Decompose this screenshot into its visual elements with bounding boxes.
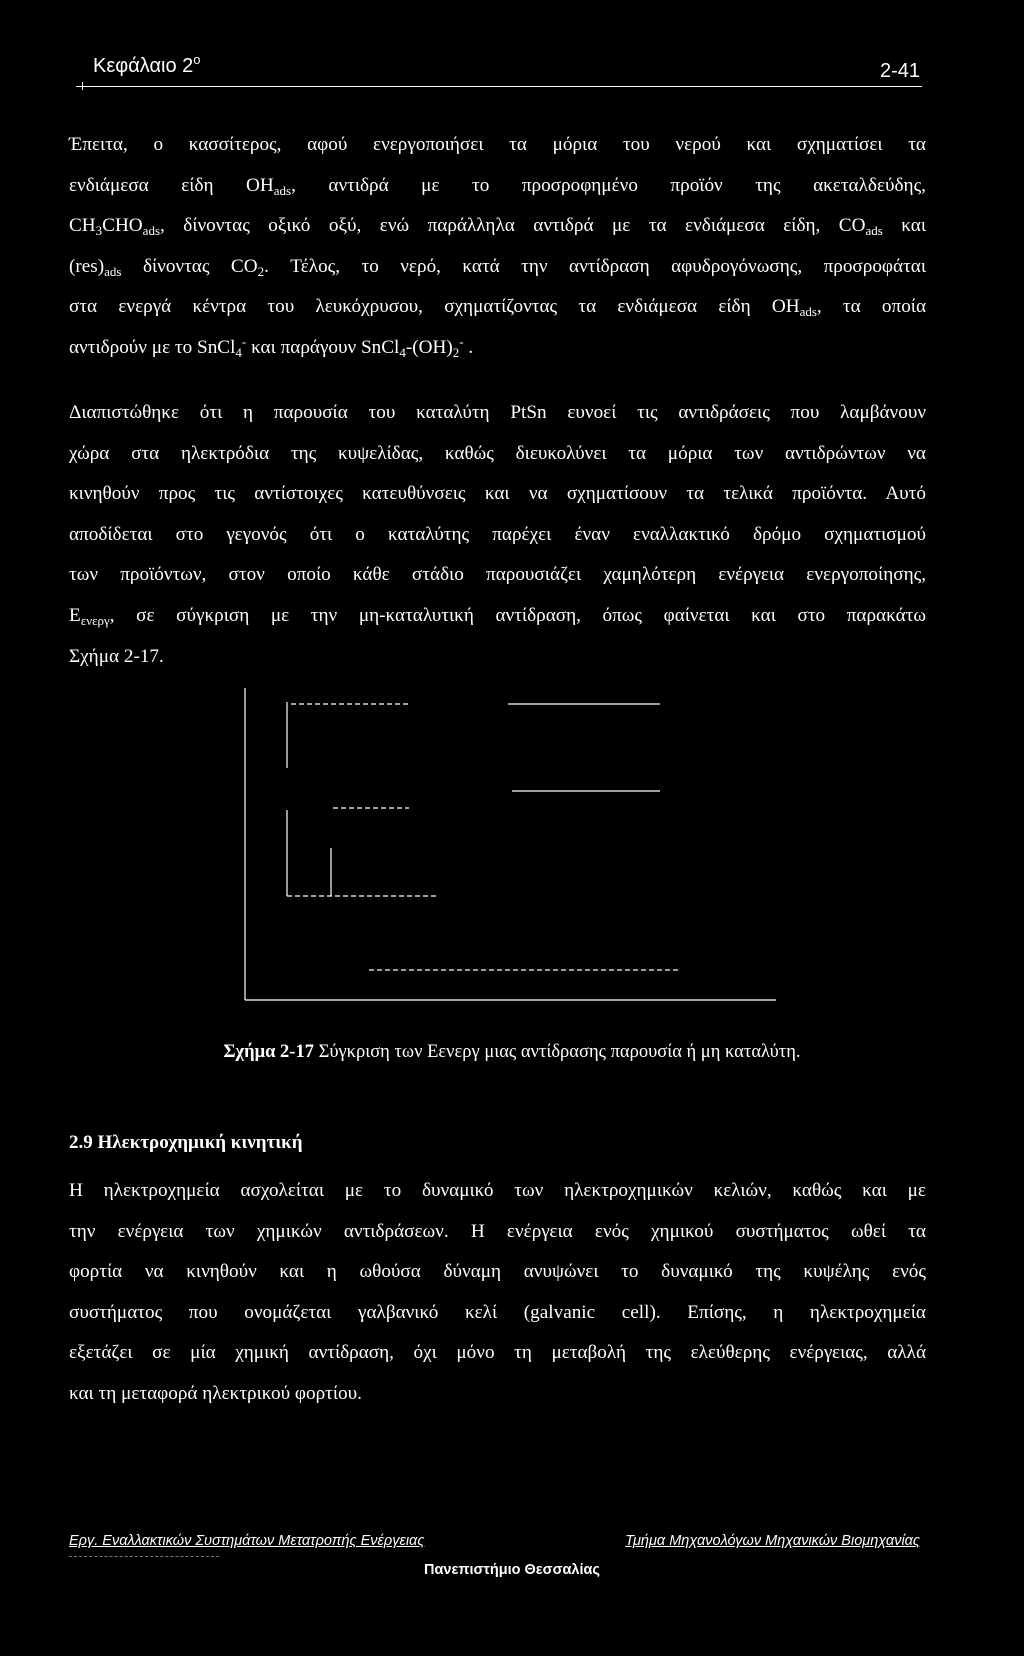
text-line: κινηθούν προς τις αντίστοιχες κατευθύνσεις και να σχηματίσουν τα τελικά προϊόντα. Αυτό xyxy=(69,483,926,505)
text-line: των προϊόντων, στον οποίο κάθε στάδιο παρουσιάζει χαμηλότερη ενέργεια ενεργοποίησης, xyxy=(69,564,926,586)
text-line: συστήματος που ονομάζεται γαλβανικό κελί (galvanic cell). Επίσης, η ηλεκτροχημεία xyxy=(69,1301,926,1323)
text-line: $CH_3CHO_{ads}$, δίνοντας οξικό οξύ, ενώ παράλληλα αντιδρά με τα ενδιάμεσα είδη, $CO_{ads}$ και xyxy=(69,215,926,239)
text-line: $E_{\varepsilon\nu\varepsilon\rho\gamma}$, σε σύγκριση με την μη-καταλυτική αντίδραση, όπως φαίνεται και στο παρακάτω xyxy=(69,604,926,628)
footer-dashed-mark xyxy=(69,1556,219,1558)
text-line: χώρα στα ηλεκτρόδια της κυψελίδας, καθώς διευκολύνει τα μόρια των αντιδρώντων να xyxy=(69,442,926,464)
text-line: εξετάζει σε μία χημική αντίδραση, όχι μόνο τη μεταβολή της ελεύθερης ενέργειας, αλλά xyxy=(69,1342,926,1364)
text-line: Σχήμα 2-17. xyxy=(69,645,164,667)
paragraph-electrochemistry xyxy=(69,1171,926,1415)
text-line: αντιδρούν με το SnCl$_4$- και παράγουν $SnCl_4-(OH)_2^-$ . xyxy=(69,333,474,360)
text-line: Η ηλεκτροχημεία ασχολείται με το δυναμικό των ηλεκτροχημικών κελιών, καθώς και με xyxy=(69,1180,926,1201)
page-number: 2-41 xyxy=(879,60,920,82)
footer-university: Πανεπιστήμιο Θεσσαλίας xyxy=(424,1562,600,1578)
chapter-header: Κεφάλαιο $2^o$ xyxy=(93,52,201,77)
text-line: $(res)_{ads}$ δίνοντας $CO_2$. Τέλος, το νερό, κατά την αντίδραση αφυδρογόνωσης, προσροφάται xyxy=(69,255,926,279)
text-line: αποδίδεται στο γεγονός ότι ο καταλύτης παρέχει έναν εναλλακτικό δρόμο σχηματισμού xyxy=(69,523,926,545)
text-line: την ενέργεια των χημικών αντιδράσεων. Η ενέργεια ενός χημικού συστήματος ωθεί τα xyxy=(69,1220,926,1242)
text-line: ενδιάμεσα είδη $OH_{ads}$, αντιδρά με το προσροφημένο προϊόν της ακεταλδεύδης, xyxy=(69,174,926,198)
footer-lab-name: Εργ. Εναλλακτικών Συστημάτων Μετατροπής Ενέργειας xyxy=(69,1533,425,1549)
text-line: φορτία να κινηθούν και η ωθούσα δύναμη ανυψώνει το δυναμικό της κυψέλης ενός xyxy=(69,1261,926,1283)
text-line: και τη μεταφορά ηλεκτρικού φορτίου. xyxy=(69,1382,362,1404)
section-heading: 2.9 Ηλεκτροχημική κινητική xyxy=(69,1132,303,1153)
footer-department: Τμήμα Μηχανολόγων Μηχανικών Βιομηχανίας xyxy=(625,1533,920,1549)
text-line: Έπειτα, ο κασσίτερος, αφού ενεργοποιήσει τα μόρια του νερού και σχηματίσει τα xyxy=(69,134,926,155)
figure-caption: Σχήμα 2-17 Σύγκριση των Εενεργ μιας αντίδρασης παρουσία ή μη καταλύτη. xyxy=(223,1042,801,1062)
text-line: στα ενεργά κέντρα του λευκόχρυσου, σχηματίζοντας τα ενδιάμεσα είδη $OH_{ads}$, τα οποία xyxy=(69,296,927,320)
text-line: Διαπιστώθηκε ότι η παρουσία του καταλύτη PtSn ευνοεί τις αντιδράσεις που λαμβάνουν xyxy=(69,402,926,423)
